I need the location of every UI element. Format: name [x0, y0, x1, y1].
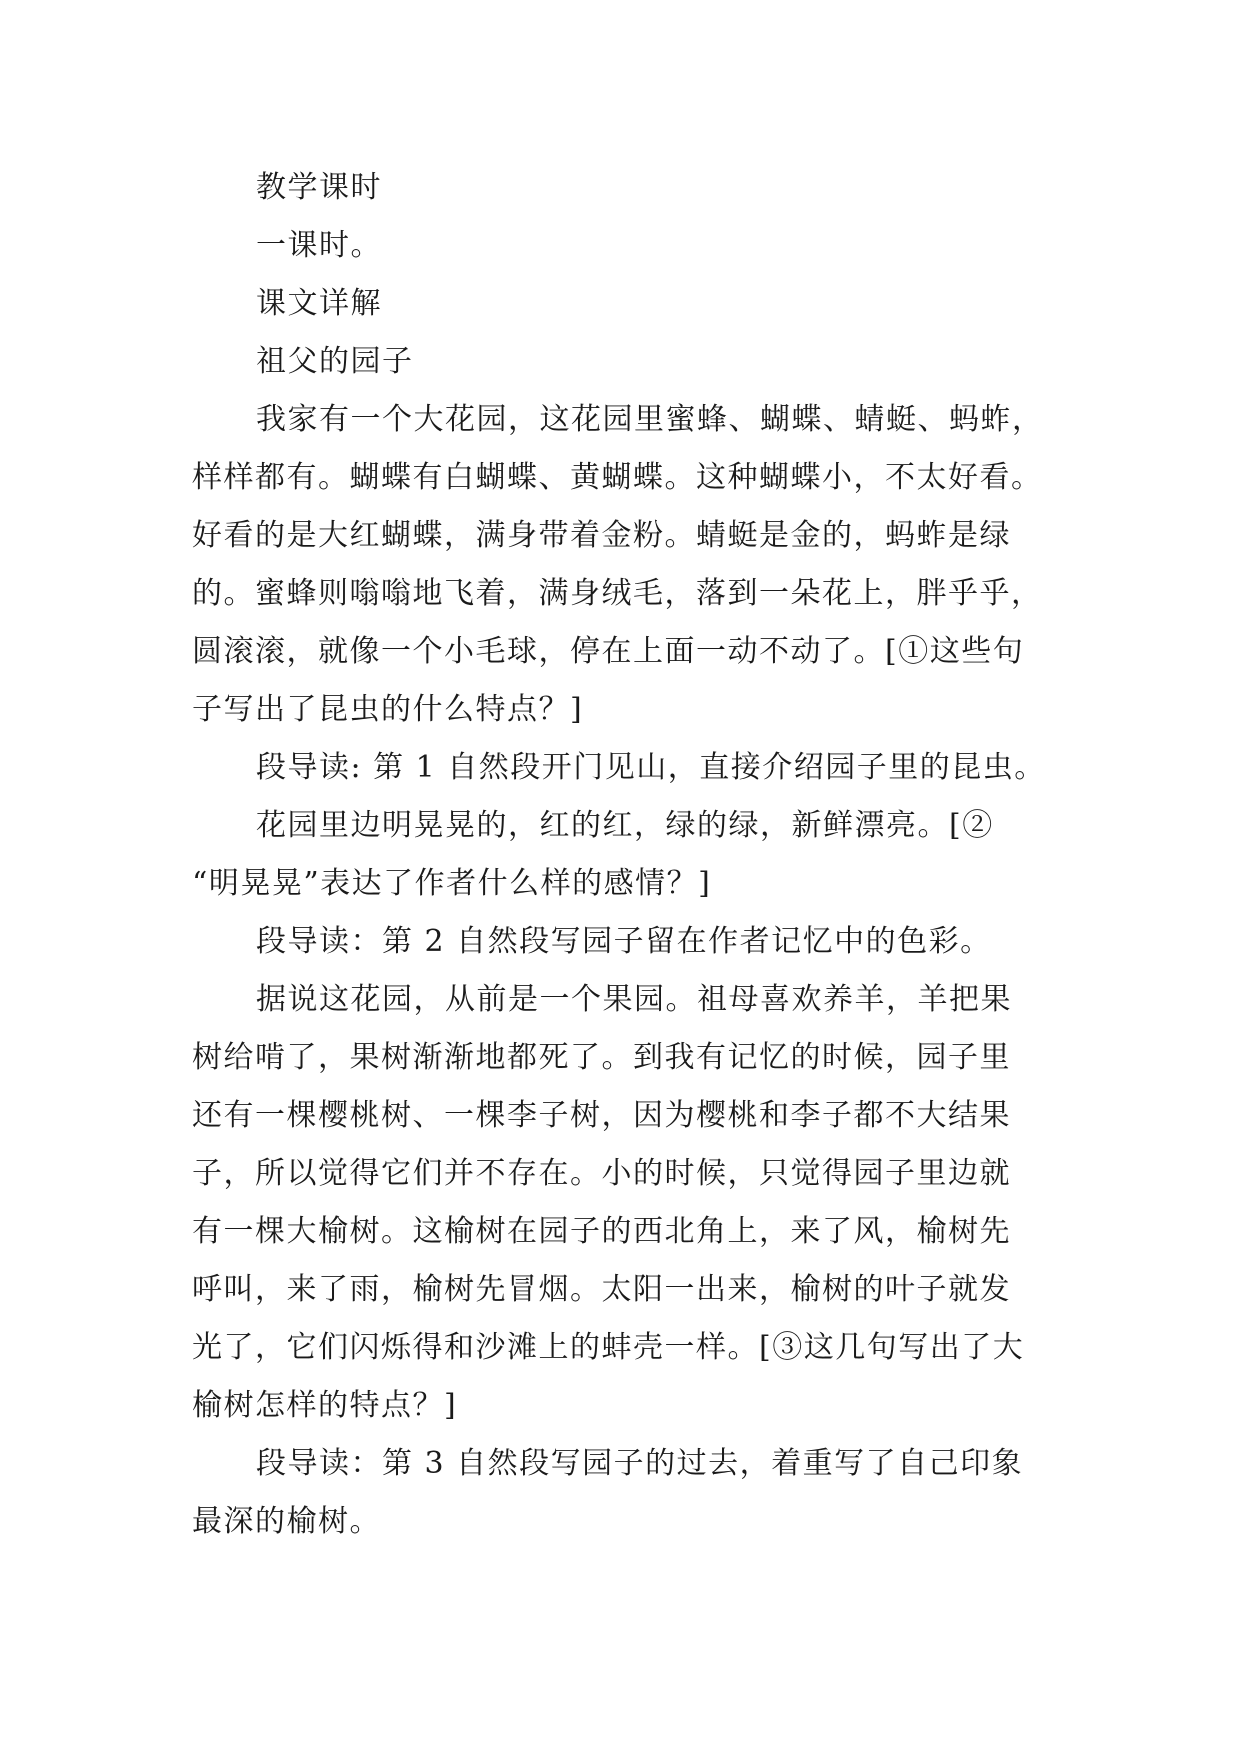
- paragraph-1-line-4: 的。蜜蜂则嗡嗡地飞着，满身绒毛，落到一朵花上，胖乎乎，: [192, 576, 1043, 611]
- paragraph-3-line-3: 还有一棵樱桃树、一棵李子树，因为樱桃和李子都不大结果: [192, 1098, 1011, 1133]
- guide-note-3-line-1: 段导读：第 3 自然段写园子的过去，着重写了自己印象: [256, 1446, 1024, 1481]
- paragraph-1-line-2: 样样都有。蝴蝶有白蝴蝶、黄蝴蝶。这种蝴蝶小，不太好看。: [192, 460, 1043, 495]
- document-body: [192, 159, 1058, 1551]
- guide-note-1: 段导读: 第 1 自然段开门见山，直接介绍园子里的昆虫。: [256, 750, 1046, 785]
- paragraph-3-line-5: 有一棵大榆树。这榆树在园子的西北角上，来了风，榆树先: [192, 1214, 1011, 1249]
- paragraph-3-line-7: 光了，它们闪烁得和沙滩上的蚌壳一样。[③这几句写出了大: [192, 1330, 1025, 1365]
- paragraph-3-line-2: 树给啃了，果树渐渐地都死了。到我有记忆的时候，园子里: [192, 1040, 1011, 1075]
- paragraph-1-line-5: 圆滚滚，就像一个小毛球，停在上面一动不动了。[①这些句: [192, 634, 1025, 669]
- text-title: 祖父的园子: [256, 344, 414, 379]
- paragraph-2-line-2: “明晃晃”表达了作者什么样的感情？]: [192, 866, 712, 901]
- paragraph-3-line-4: 子，所以觉得它们并不存在。小的时候，只觉得园子里边就: [192, 1156, 1011, 1191]
- paragraph-3-line-1: 据说这花园，从前是一个果园。祖母喜欢养羊，羊把果: [256, 982, 1012, 1017]
- guide-note-3-line-2: 最深的榆树。: [192, 1504, 381, 1539]
- paragraph-1-line-3: 好看的是大红蝴蝶，满身带着金粉。蜻蜓是金的，蚂蚱是绿: [192, 518, 1011, 553]
- paragraph-1-line-1: 我家有一个大花园，这花园里蜜蜂、蝴蝶、蜻蜓、蚂蚱，: [256, 402, 1044, 437]
- paragraph-3-line-8: 榆树怎样的特点？]: [192, 1388, 458, 1423]
- paragraph-1-line-6: 子写出了昆虫的什么特点？]: [192, 692, 584, 727]
- paragraph-3-line-6: 呼叫，来了雨，榆树先冒烟。太阳一出来，榆树的叶子就发: [192, 1272, 1011, 1307]
- section-heading-text-explanation: 课文详解: [256, 286, 382, 321]
- guide-note-2: 段导读：第 2 自然段写园子留在作者记忆中的色彩。: [256, 924, 992, 959]
- section-heading-teaching-hours: 教学课时: [256, 170, 382, 205]
- teaching-hours-value: 一课时。: [256, 228, 382, 263]
- paragraph-2-line-1: 花园里边明晃晃的，红的红，绿的绿，新鲜漂亮。[②: [256, 808, 994, 843]
